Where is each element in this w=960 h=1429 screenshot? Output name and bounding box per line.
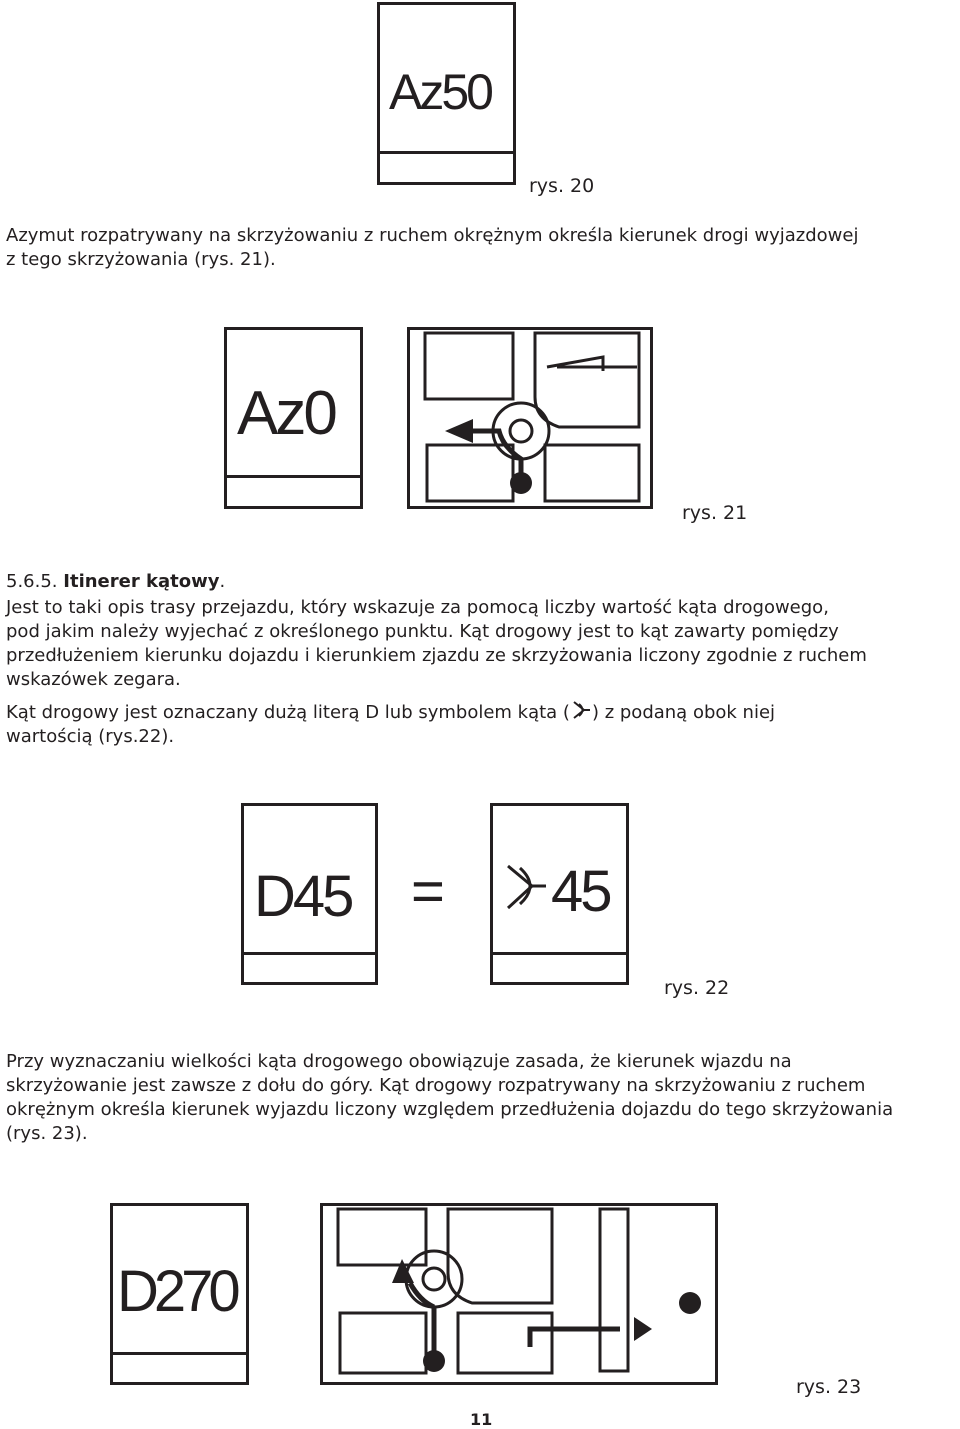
caption-rys21: rys. 21 bbox=[682, 502, 748, 524]
angle-symbol-icon bbox=[500, 862, 556, 918]
roundabout-left-exit-diagram bbox=[407, 327, 653, 509]
section-heading bbox=[6, 570, 960, 594]
paragraph-azymut bbox=[6, 224, 960, 272]
roundabout-right-exit-diagram bbox=[320, 1203, 718, 1385]
paragraph-line: z tego skrzyżowania (rys. 21). bbox=[6, 249, 276, 270]
paragraph-text: ) z podaną obok niej bbox=[591, 702, 776, 723]
sign-az0-text: Az0 bbox=[237, 379, 335, 448]
section-title: Itinerer kątowy bbox=[63, 571, 220, 592]
sign-d270-text: D270 bbox=[117, 1259, 236, 1324]
paragraph-line: Jest to taki opis trasy przejazdu, który wskazuje za pomocą liczby wartość kąta drogowego, bbox=[6, 597, 829, 618]
sign-d45-text: D45 bbox=[254, 864, 352, 929]
sign-d45 bbox=[241, 803, 378, 985]
paragraph-kat-drogowy bbox=[6, 700, 960, 749]
paragraph-line: przedłużeniem kierunku dojazdu i kierunkiem zjazdu ze skrzyżowania liczony zgodnie z ruchem bbox=[6, 645, 867, 666]
equals-sign: = bbox=[411, 859, 445, 924]
paragraph-line: (rys. 23). bbox=[6, 1123, 88, 1144]
azimuth-angle-icon bbox=[547, 357, 637, 371]
section-title-end: . bbox=[219, 571, 226, 592]
paragraph-text: Kąt drogowy jest oznaczany dużą literą D lub symbolem kąta ( bbox=[6, 702, 570, 723]
sign-angle45-value: 45 bbox=[551, 859, 610, 924]
caption-rys23: rys. 23 bbox=[796, 1376, 862, 1398]
section-number: 5.6.5. bbox=[6, 571, 58, 592]
caption-rys22: rys. 22 bbox=[664, 977, 730, 999]
paragraph-line: okrężnym określa kierunek wyjazdu liczony względem przedłużenia dojazdu do tego skrzyżowania bbox=[6, 1099, 894, 1120]
paragraph-line: Przy wyznaczaniu wielkości kąta drogowego obowiązuje zasada, że kierunek wjazdu na bbox=[6, 1051, 792, 1072]
paragraph-line: skrzyżowanie jest zawsze z dołu do góry. Kąt drogowy rozpatrywany na skrzyżowaniu z ruchem bbox=[6, 1075, 866, 1096]
page-number: 11 bbox=[470, 1410, 493, 1429]
sign-az0 bbox=[224, 327, 363, 509]
road-angle-symbol-icon bbox=[570, 700, 592, 722]
paragraph-line: wartością (rys.22). bbox=[6, 726, 175, 747]
paragraph-itinerer bbox=[6, 596, 960, 692]
sign-az50 bbox=[377, 2, 516, 185]
paragraph-line: pod jakim należy wyjechać z określonego punktu. Kąt drogowy jest to kąt zawarty pomiędzy bbox=[6, 621, 839, 642]
paragraph-zasada bbox=[6, 1050, 960, 1146]
sign-d270 bbox=[110, 1203, 249, 1385]
sign-az50-text: Az50 bbox=[389, 64, 491, 120]
paragraph-line: Azymut rozpatrywany na skrzyżowaniu z ruchem okrężnym określa kierunek drogi wyjazdowej bbox=[6, 225, 859, 246]
paragraph-line: wskazówek zegara. bbox=[6, 669, 181, 690]
caption-rys20: rys. 20 bbox=[529, 175, 595, 197]
